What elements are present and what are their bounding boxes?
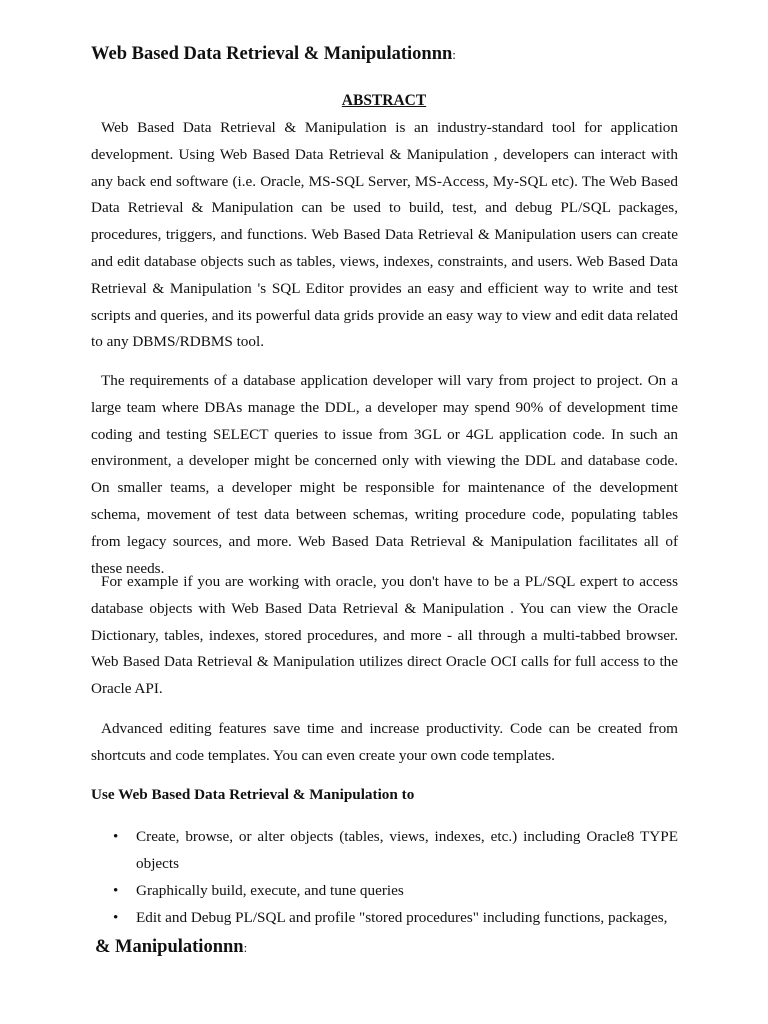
list-item — [91, 877, 678, 904]
use-section-heading: Use Web Based Data Retrieval & Manipulation to — [91, 786, 415, 803]
abstract-heading: ABSTRACT — [341, 92, 427, 109]
abstract-paragraph-1: Web Based Data Retrieval & Manipulation is an industry-standard tool for application development. Using Web Based Data Retrieval & Manipulation , developers can interact with any back end software (i.e. Oracle, MS-SQL Server, MS-Access, My-SQL etc). The Web Based Data Retrieval & Manipulation can be used to build, test, and debug PL/SQL packages, procedures, triggers, and functions. Web Based Data Retrieval & Manipulation users can create and edit database objects such as tables, views, indexes, constraints, and users. Web Based Data Retrieval & Manipulation 's SQL Editor provides an easy and efficient way to write and test scripts and queries, and its powerful data grids provide an easy way to view and edit data related to any DBMS/RDBMS tool. — [91, 119, 678, 351]
document-title — [91, 44, 456, 65]
bullet-icon: • — [113, 882, 119, 899]
document-title-colon: : — [452, 47, 456, 62]
list-item — [91, 823, 678, 877]
footer-title-colon: : — [243, 940, 248, 955]
abstract-paragraph-4: Advanced editing features save time and increase productivity. Code can be created from shortcuts and code templates. You can even create your own code templates. — [91, 720, 678, 764]
footer-title-text: & Manipulationnn — [95, 937, 244, 957]
list-item — [91, 904, 678, 931]
bullet-text: Edit and Debug PL/SQL and profile "stored procedures" including functions, packages, — [136, 909, 668, 926]
bullet-icon: • — [113, 909, 119, 926]
use-bullet-list — [91, 823, 678, 931]
document-title-text: Web Based Data Retrieval & Manipulationnn — [91, 44, 453, 64]
abstract-paragraph-3: For example if you are working with oracle, you don't have to be a PL/SQL expert to access database objects with Web Based Data Retrieval & Manipulation . You can view the Oracle Dictionary, tables, indexes, stored procedures, and more - all through a multi-tabbed browser. Web Based Data Retrieval & Manipulation utilizes direct Oracle OCI calls for full access to the Oracle API. — [91, 573, 678, 698]
bullet-text: Graphically build, execute, and tune queries — [136, 882, 404, 899]
bullet-icon: • — [113, 828, 119, 845]
footer-running-title — [95, 937, 247, 958]
abstract-paragraph-2: The requirements of a database application developer will vary from project to project. On a large team where DBAs manage the DDL, a developer may spend 90% of development time coding and testing SELECT queries to issue from 3GL or 4GL application code. In such an environment, a developer might be concerned only with viewing the DDL and database code. On smaller teams, a developer might be responsible for maintenance of the development schema, movement of test data between schemas, writing procedure code, populating tables from legacy sources, and more. Web Based Data Retrieval & Manipulation facilitates all of these needs. — [91, 372, 678, 577]
bullet-text: Create, browse, or alter objects (tables, views, indexes, etc.) including Oracle8 TYPE objects — [136, 828, 678, 872]
